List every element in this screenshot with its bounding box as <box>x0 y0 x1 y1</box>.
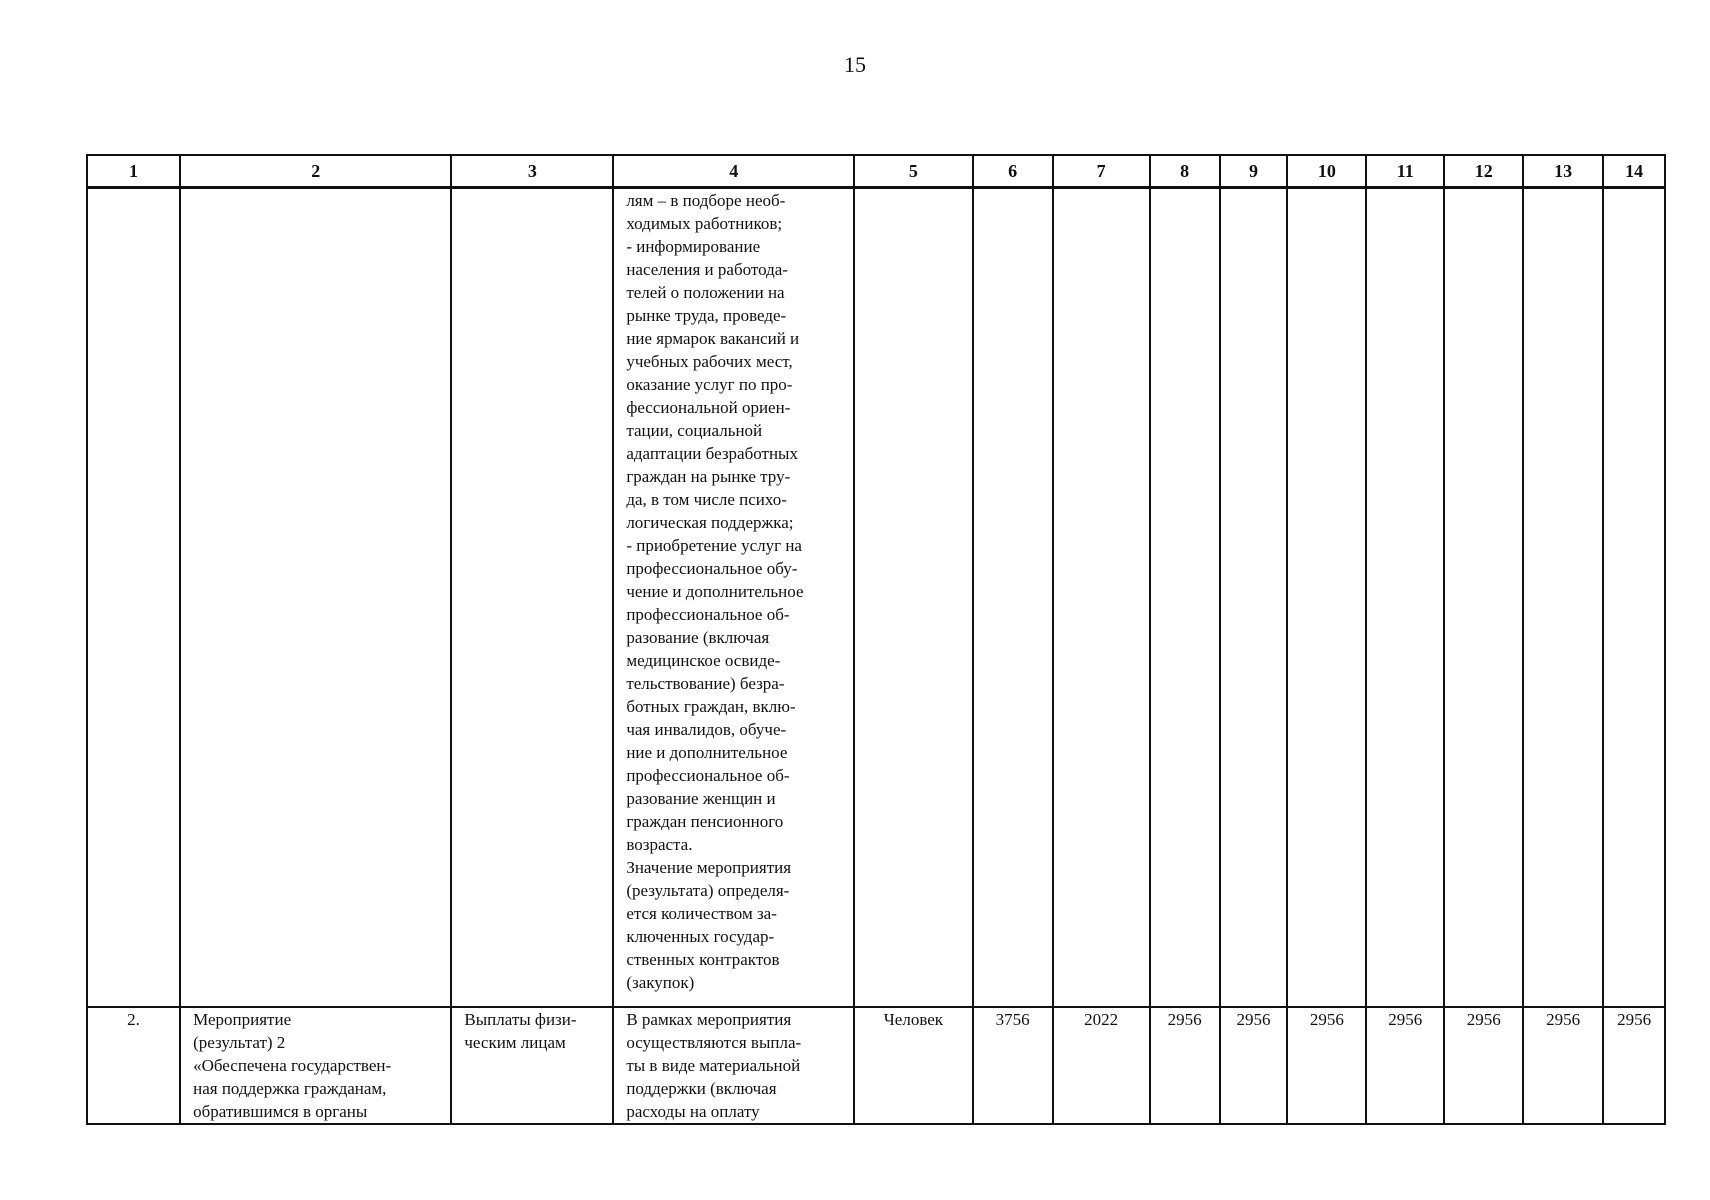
value-cell-11: 2956 <box>1366 1007 1444 1124</box>
value-cell-9: 2956 <box>1220 1007 1288 1124</box>
header-cell-2: 2 <box>180 155 451 188</box>
empty-cell <box>1220 188 1288 1008</box>
measure-type: Выплаты физи- ческим лицам <box>451 1007 613 1124</box>
row-number: 2. <box>87 1007 180 1124</box>
header-cell-5: 5 <box>854 155 972 188</box>
empty-cell <box>1053 188 1150 1008</box>
header-row <box>87 155 1665 188</box>
table-row-measure-2 <box>87 1007 1665 1124</box>
header-cell-3: 3 <box>451 155 613 188</box>
empty-cell <box>1603 188 1665 1008</box>
header-cell-7: 7 <box>1053 155 1150 188</box>
header-cell-13: 13 <box>1523 155 1603 188</box>
measure-description-continued: лям – в подборе необ- ходимых работников; - информирование населения и работода- телей о положении на рынке труда, проведе- ние ярмарок вакансий и учебных рабочих мест, оказание услуг по про- фессиональной ориен- тации, социальной адаптации безработных граждан на рынке тру- да, в том числе психо- логическая поддержка; - приобретение услуг на профессиональное обу- чение и дополнительное профессиональное об- разование (включая медицинское освиде- тельствование) безра- ботных граждан, вклю- чая инвалидов, обуче- ние и дополнительное профессиональное об- разование женщин и граждан пенсионного возраста. Значение мероприятия (результата) определя- ется количеством за- ключенных государ- ственных контрактов (закупок) <box>613 188 854 1008</box>
value-cell-14: 2956 <box>1603 1007 1665 1124</box>
measure-name: Мероприятие (результат) 2 «Обеспечена государствен- ная поддержка гражданам, обратившимся в органы <box>180 1007 451 1124</box>
header-cell-1: 1 <box>87 155 180 188</box>
header-cell-12: 12 <box>1444 155 1523 188</box>
empty-cell <box>1287 188 1366 1008</box>
value-cell-12: 2956 <box>1444 1007 1523 1124</box>
measure-description: В рамках мероприятия осуществляются выпла- ты в виде материальной поддержки (включая расходы на оплату <box>613 1007 854 1124</box>
empty-cell <box>1523 188 1603 1008</box>
empty-cell <box>854 188 972 1008</box>
header-cell-10: 10 <box>1287 155 1366 188</box>
value-cell-8: 2956 <box>1150 1007 1220 1124</box>
page-number: 15 <box>844 52 866 77</box>
header-cell-4: 4 <box>613 155 854 188</box>
empty-cell <box>1444 188 1523 1008</box>
header-cell-8: 8 <box>1150 155 1220 188</box>
empty-cell <box>1366 188 1444 1008</box>
value-cell-6: 3756 <box>973 1007 1053 1124</box>
empty-cell <box>451 188 613 1008</box>
value-cell-13: 2956 <box>1523 1007 1603 1124</box>
empty-cell <box>180 188 451 1008</box>
empty-cell <box>973 188 1053 1008</box>
table-row-continuation <box>87 188 1665 1008</box>
measures-table <box>86 154 1666 1125</box>
header-cell-6: 6 <box>973 155 1053 188</box>
header-cell-9: 9 <box>1220 155 1288 188</box>
header-cell-14: 14 <box>1603 155 1665 188</box>
empty-cell <box>1150 188 1220 1008</box>
value-cell-7: 2022 <box>1053 1007 1150 1124</box>
empty-cell <box>87 188 180 1008</box>
value-cell-10: 2956 <box>1287 1007 1366 1124</box>
unit-cell: Человек <box>854 1007 972 1124</box>
header-cell-11: 11 <box>1366 155 1444 188</box>
